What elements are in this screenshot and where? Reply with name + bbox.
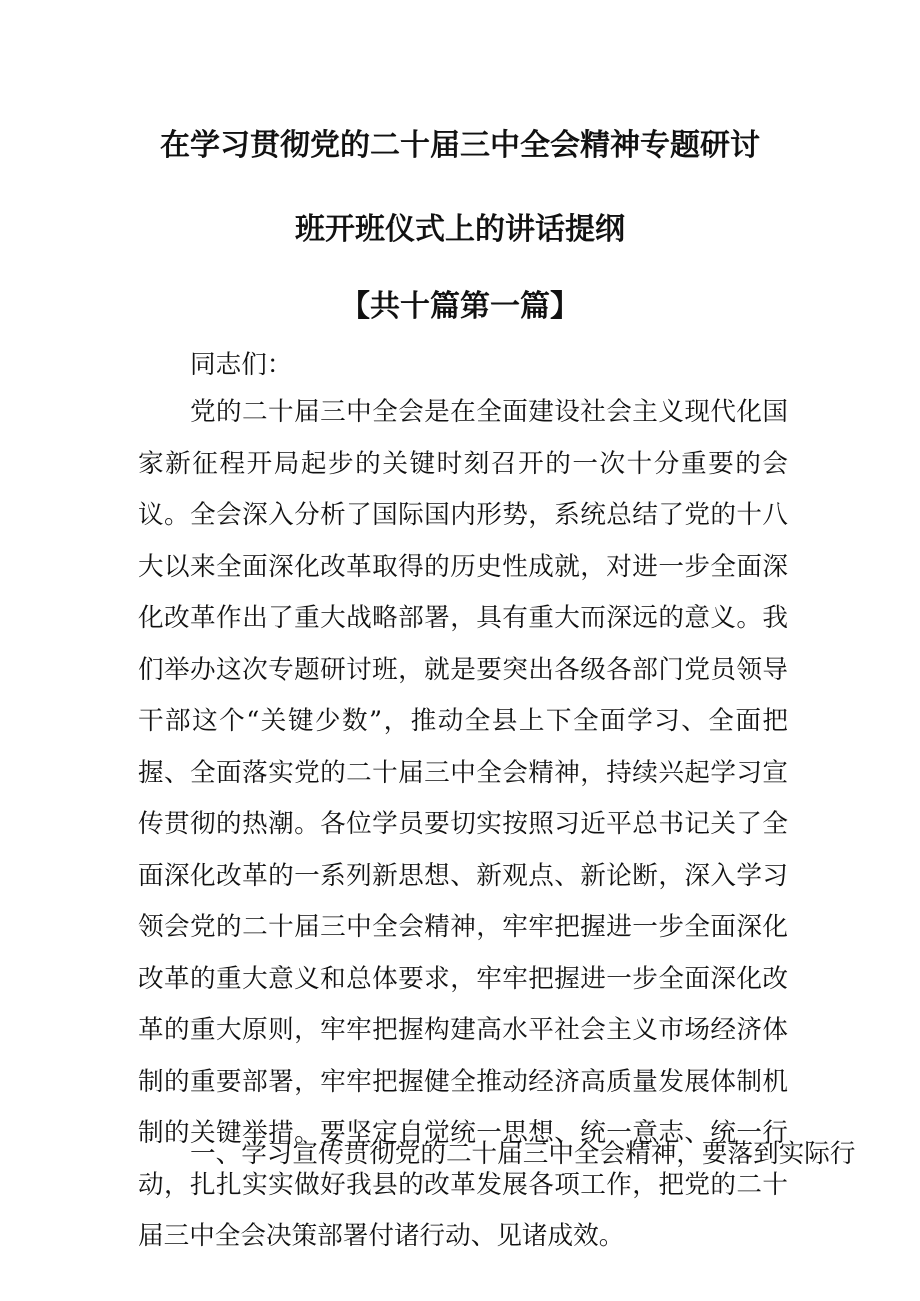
salutation: 同志们： bbox=[190, 350, 293, 380]
section-heading-1: 一、学习宣传贯彻党的二十届三中全会精神，要落到实际行 bbox=[190, 1139, 856, 1169]
body-paragraph-1: 党的二十届三中全会是在全面建设社会主义现代化国家新征程开局起步的关键时刻召开的一次十分重要的会议。全会深入分析了国际国内形势，系统总结了党的十八大以来全面深化改革取得的历史性成就，对进一步全面深化改革作出了重大战略部署，具有重大而深远的意义。我们举办这次专题研讨班，就是要突出各级各部门党员领导干部这个“关键少数”，推动全县上下全面学习、全面把握、全面落实党的二十届三中全会精神，持续兴起学习宣传贯彻的热潮。各位学员要切实按照习近平总书记关了全面深化改革的一系列新思想、新观点、新论断，深入学习领会党的二十届三中全会精神，牢牢把握进一步全面深化改革的重大意义和总体要求，牢牢把握进一步全面深化改革的重大原则，牢牢把握构建高水平社会主义市场经济体制的重要部署，牢牢把握健全推动经济高质量发展体制机制的关键举措。要坚定自觉统一思想、统一意志、统一行动，扎扎实实做好我县的改革发展各项工作，把党的二十届三中全会决策部署付诸行动、见诸成效。 bbox=[138, 397, 788, 1251]
document-title-line-1: 在学习贯彻党的二十届三中全会精神专题研讨 bbox=[160, 128, 760, 163]
document-title-line-2: 班开班仪式上的讲话提纲 bbox=[295, 212, 625, 247]
document-subtitle: 【共十篇第一篇】 bbox=[340, 289, 580, 324]
